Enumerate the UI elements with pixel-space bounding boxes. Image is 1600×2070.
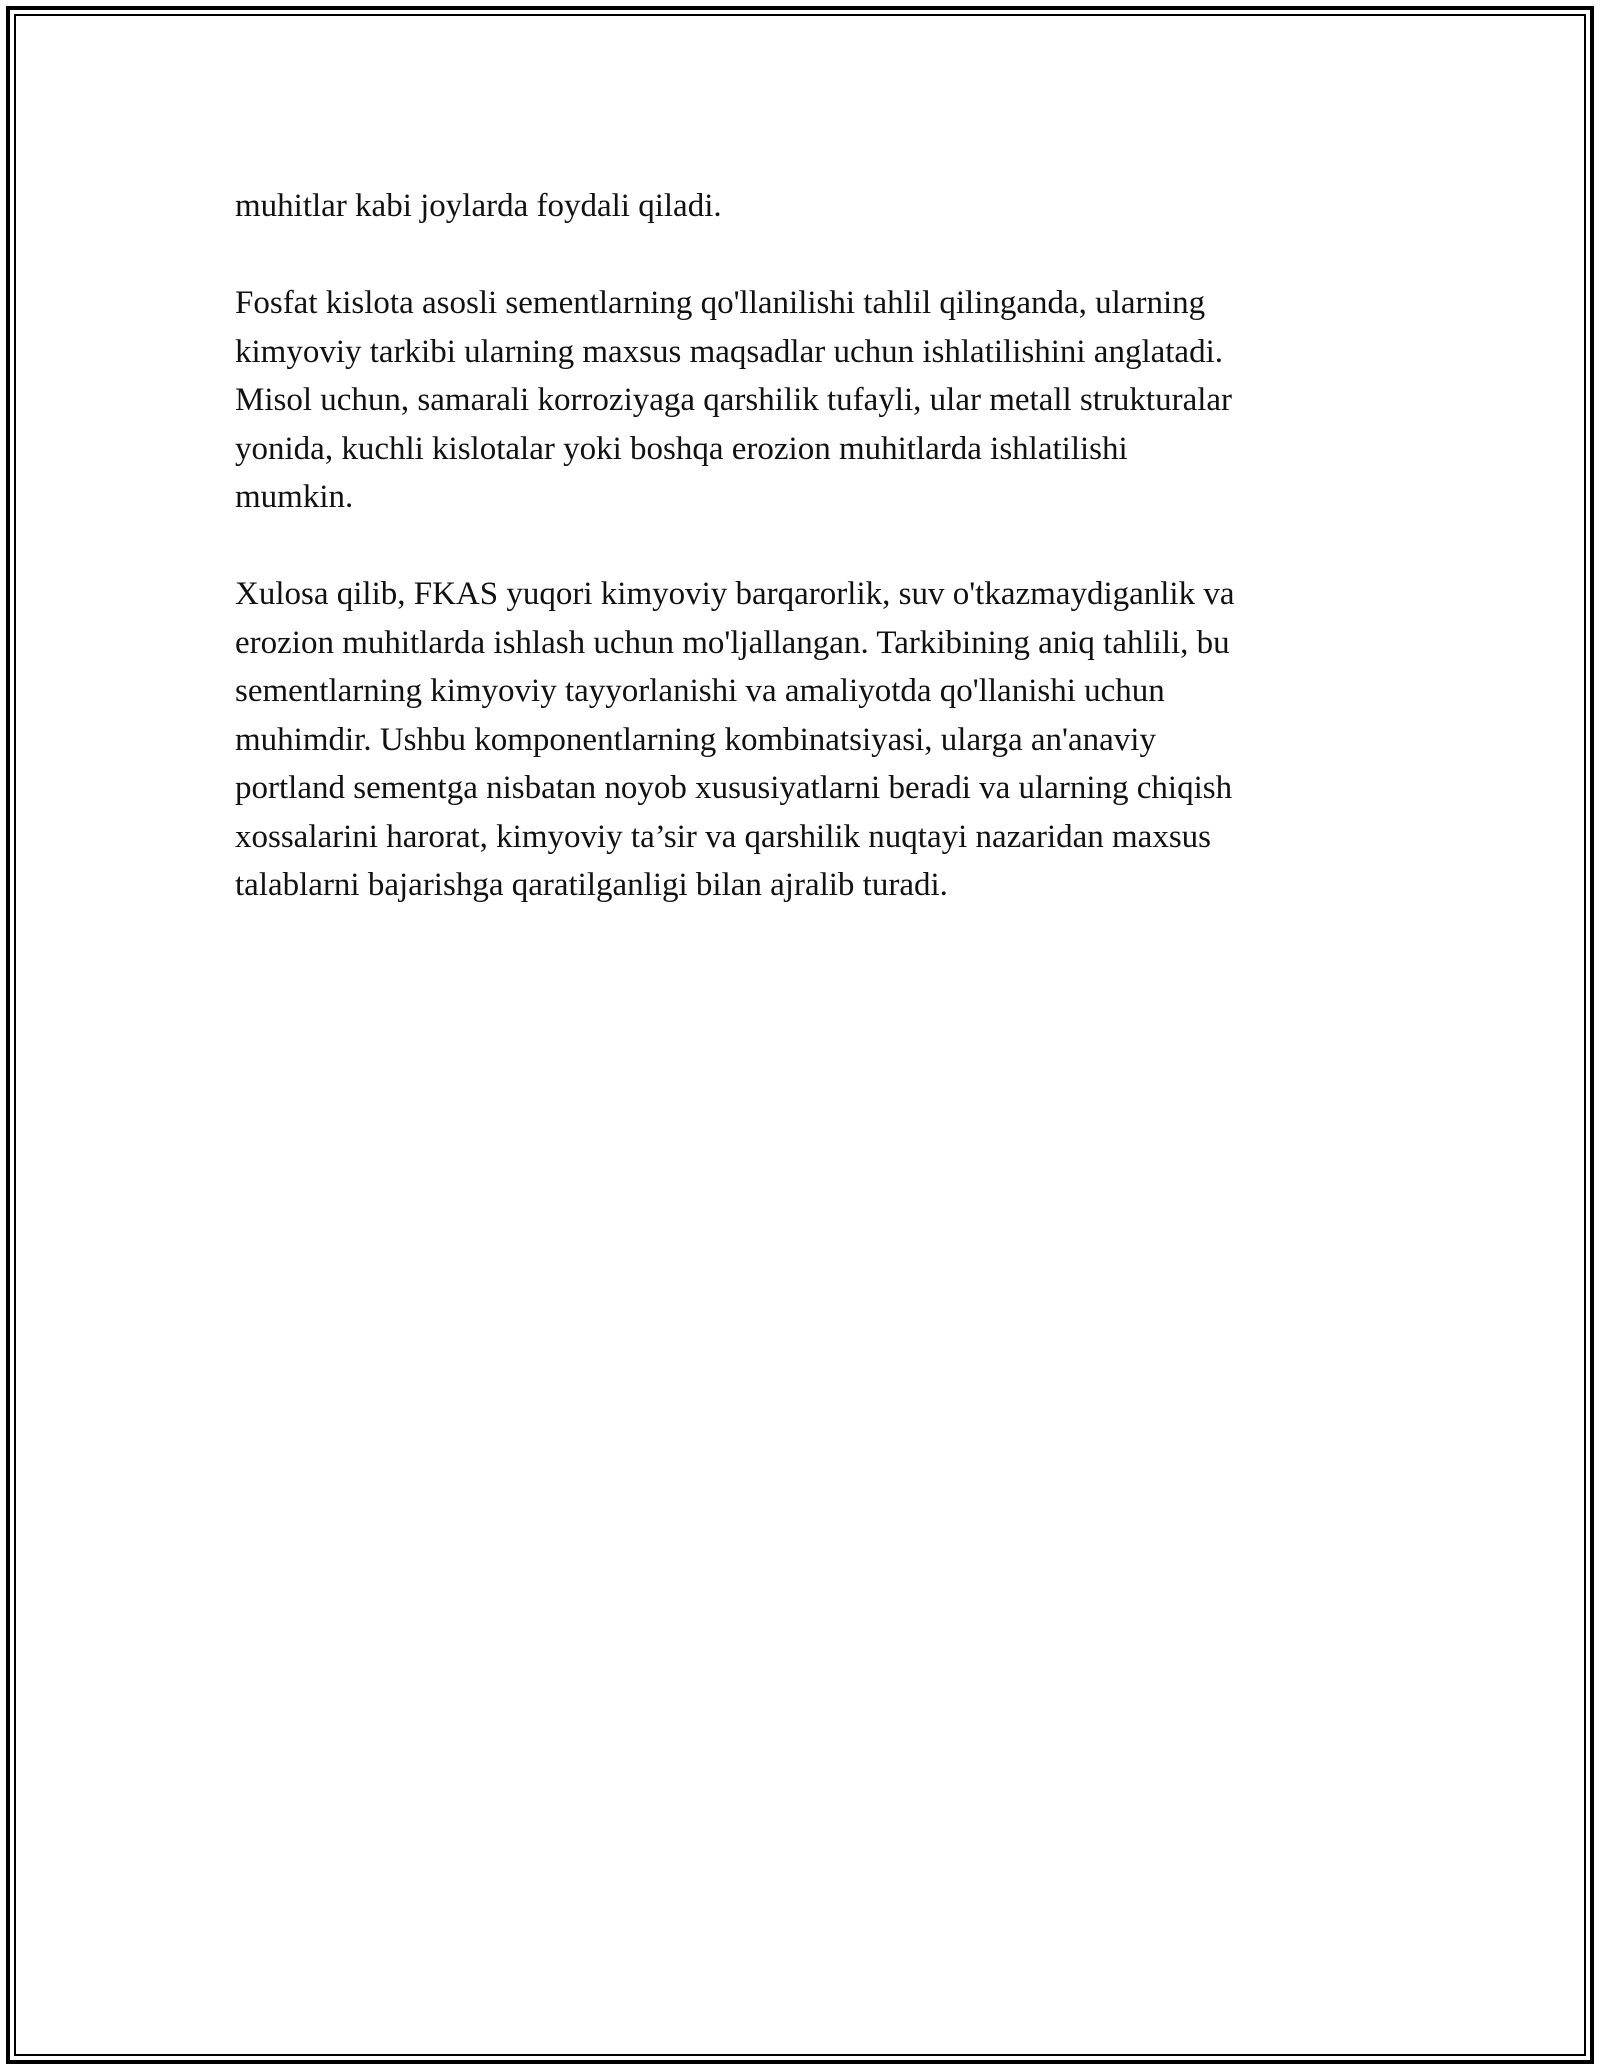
text-line: mumkin.: [235, 479, 354, 515]
text-line: yonida, kuchli kislotalar yoki boshqa erozion muhitlarda ishlatilishi: [235, 430, 1128, 467]
paragraph-3: [235, 570, 1365, 910]
paragraph-1: [235, 182, 1365, 231]
text-line: erozion muhitlarda ishlash uchun mo'ljallangan. Tarkibining aniq tahlili, bu: [235, 624, 1230, 661]
text-line: Xulosa qilib, FKAS yuqori kimyoviy barqarorlik, suv o'tkazmaydiganlik va: [235, 576, 1235, 612]
text-line: portland sementga nisbatan noyob xususiyatlarni beradi va ularning chiqish: [235, 770, 1233, 806]
text-line: Fosfat kislota asosli sementlarning qo'llanilishi tahlil qilinganda, ularning: [235, 285, 1206, 321]
text-line: kimyoviy tarkibi ularning maxsus maqsadlar uchun ishlatilishini anglatadi.: [235, 333, 1224, 370]
text-line: xossalarini harorat, kimyoviy ta’sir va qarshilik nuqtayi nazaridan maxsus: [235, 818, 1212, 855]
document-body: [235, 182, 1365, 958]
text-line: muhimdir. Ushbu komponentlarning kombinatsiyasi, ularga an'anaviy: [235, 721, 1156, 758]
text-line: Misol uchun, samarali korroziyaga qarshilik tufayli, ular metall strukturalar: [235, 382, 1233, 418]
text-line: sementlarning kimyoviy tayyorlanishi va amaliyotda qo'llanishi uchun: [235, 673, 1165, 709]
text-line: muhitlar kabi joylarda foydali qiladi.: [235, 188, 722, 224]
paragraph-2: [235, 279, 1365, 522]
text-line: talablarni bajarishga qaratilganligi bilan ajralib turadi.: [235, 867, 948, 903]
